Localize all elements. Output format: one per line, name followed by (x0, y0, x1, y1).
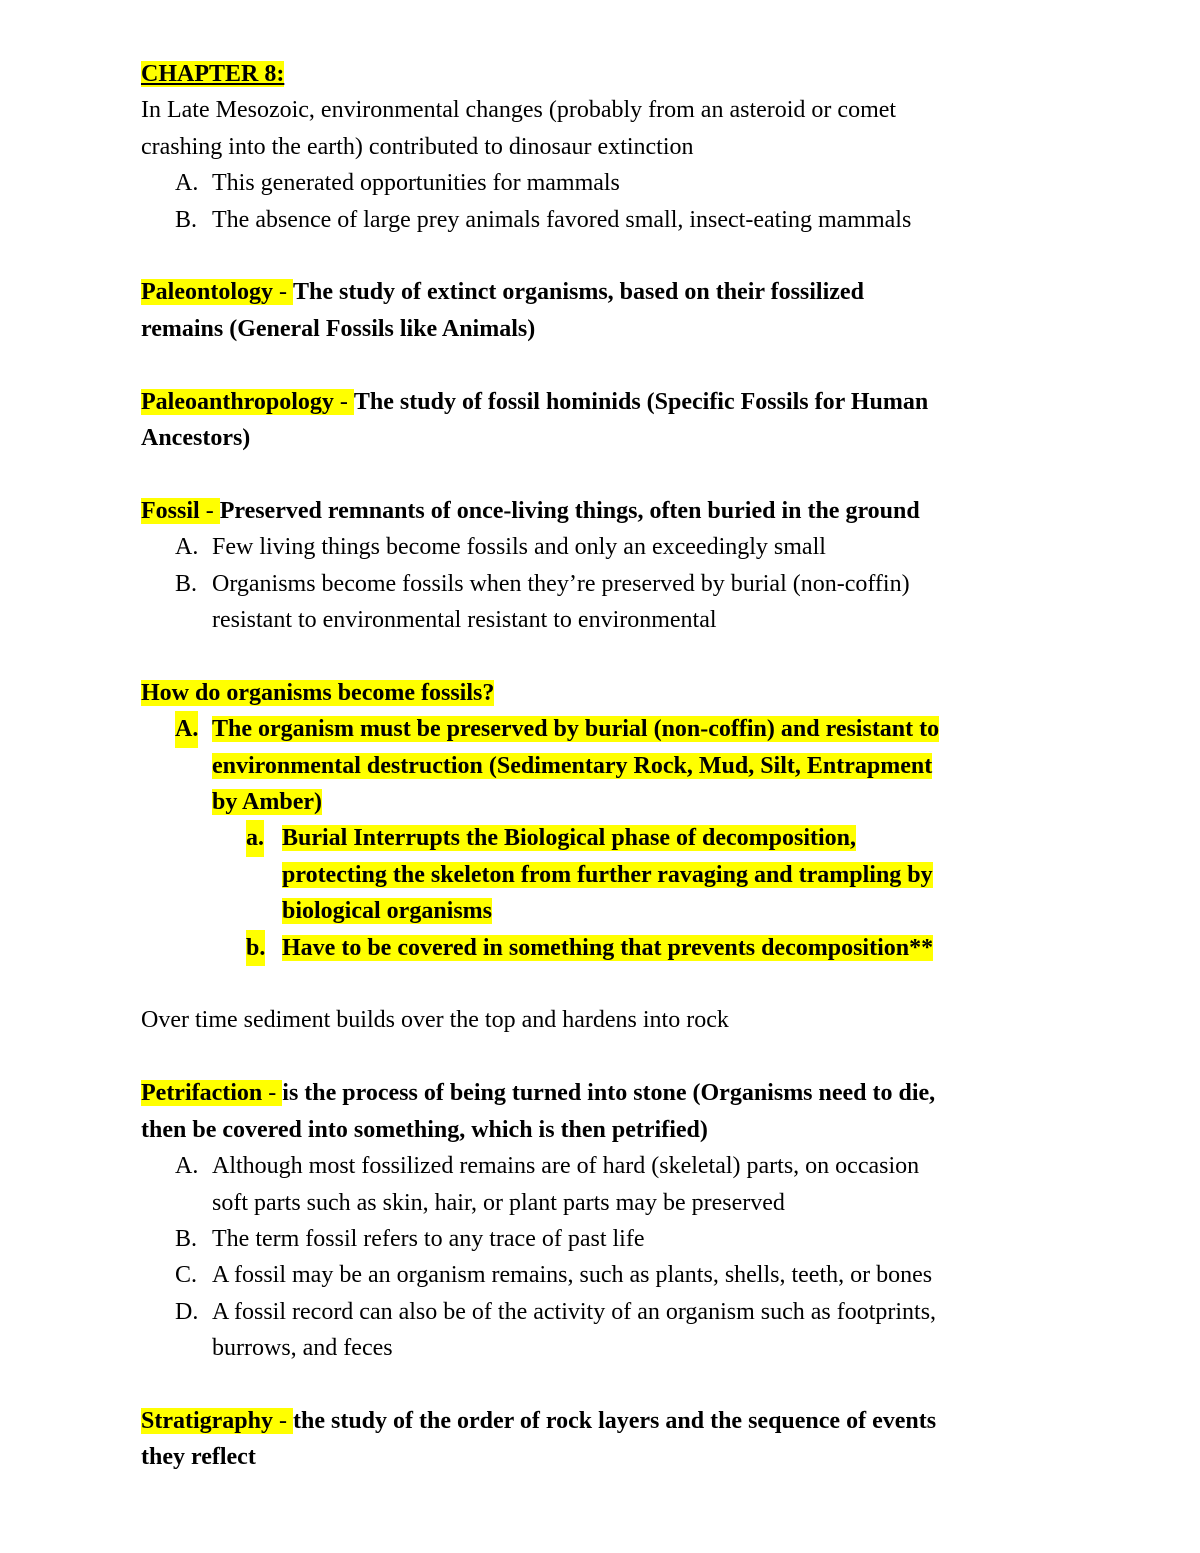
list-text: A fossil may be an organism remains, such as plants, shells, teeth, or bones (212, 1262, 933, 1289)
list-marker: A. (175, 534, 199, 561)
list-item (141, 711, 1061, 820)
term-label (141, 389, 354, 415)
term-label (141, 279, 293, 305)
list-text: burrows, and feces (212, 1335, 393, 1362)
list-item (141, 202, 1061, 238)
term-text: Paleoanthropology (141, 388, 334, 415)
list-marker: A. (175, 1153, 199, 1180)
document-page (141, 56, 1061, 1476)
definition-petrifaction (141, 1075, 1061, 1111)
list-text: soft parts such as skin, hair, or plant parts may be preserved (212, 1189, 785, 1216)
list-marker: a. (246, 820, 264, 856)
spacer (141, 1367, 1061, 1403)
list-marker: C. (175, 1262, 198, 1289)
term-text: Stratigraphy (141, 1407, 273, 1434)
heading-text: How do organisms become fossils? (141, 679, 495, 706)
term-dash: - (333, 388, 354, 415)
list-text: A fossil record can also be of the activity of an organism such as footprints, (212, 1298, 937, 1325)
intro-line: In Late Mesozoic, environmental changes (probably from an asteroid or comet (141, 97, 897, 124)
definition-paleontology (141, 274, 1061, 310)
chapter-heading (141, 56, 1061, 92)
definition-text: they reflect (141, 1444, 256, 1471)
term-label (141, 1408, 293, 1434)
spacer (141, 966, 1061, 1002)
spacer (141, 638, 1061, 674)
list-text: resistant to environmental resistant to environmental (212, 607, 717, 634)
definition-text: The study of extinct organisms, based on their fossilized (293, 279, 864, 306)
list-text: Organisms become fossils when they’re preserved by burial (non-coffin) (212, 570, 910, 597)
definition-text: Ancestors) (141, 425, 251, 452)
term-text: Paleontology (141, 279, 273, 306)
term-text: Fossil (141, 497, 200, 524)
section-heading (141, 675, 1061, 711)
sub-list-item (141, 930, 1061, 966)
list-text: Although most fossilized remains are of hard (skeletal) parts, on occasion (212, 1153, 920, 1180)
list-marker: A. (175, 170, 199, 197)
list-marker: B. (175, 206, 198, 233)
list-item (141, 1294, 1061, 1367)
list-text: Few living things become fossils and only an exceedingly small (212, 534, 826, 561)
spacer (141, 238, 1061, 274)
definition-text: remains (General Fossils like Animals) (141, 315, 536, 342)
spacer (141, 1039, 1061, 1075)
term-dash: - (273, 1407, 293, 1434)
sub-list-item (141, 820, 1061, 929)
list-marker: B. (175, 570, 198, 597)
chapter-title: CHAPTER 8: (141, 61, 285, 87)
term-dash: - (273, 279, 293, 306)
list-text: protecting the skeleton from further ravaging and trampling by (282, 861, 933, 888)
list-text: Have to be covered in something that prevents decomposition** (282, 934, 934, 961)
list-item (141, 1148, 1061, 1221)
list-item (141, 566, 1061, 639)
definition-paleoanthropology (141, 384, 1061, 420)
list-item (141, 529, 1061, 565)
definition-text: The study of fossil hominids (Specific Fossils for Human (353, 388, 929, 415)
term-label (141, 1080, 282, 1106)
list-text: Burial Interrupts the Biological phase of decomposition, (282, 825, 857, 852)
list-text: by Amber) (212, 789, 322, 816)
list-text: The term fossil refers to any trace of past life (212, 1225, 645, 1252)
list-text: environmental destruction (Sedimentary Rock, Mud, Silt, Entrapment (212, 752, 933, 779)
list-marker: A. (175, 711, 198, 747)
definition-text: then be covered into something, which is then petrified) (141, 1116, 708, 1143)
definition-text: is the process of being turned into stone (Organisms need to die, (282, 1080, 936, 1107)
term-dash: - (199, 497, 220, 524)
definition-fossil (141, 493, 1061, 529)
sediment-line: Over time sediment builds over the top and hardens into rock (141, 1007, 729, 1034)
list-text: This generated opportunities for mammals (212, 170, 620, 197)
list-text: The organism must be preserved by burial (non-coffin) and resistant to (212, 716, 940, 743)
spacer (141, 347, 1061, 383)
list-item (141, 1257, 1061, 1293)
spacer (141, 456, 1061, 492)
definition-text: Preserved remnants of once-living things, often buried in the ground (219, 497, 920, 524)
definition-stratigraphy (141, 1403, 1061, 1439)
term-text: Petrifaction (141, 1080, 263, 1107)
term-label (141, 498, 220, 524)
intro-line: crashing into the earth) contributed to dinosaur extinction (141, 133, 694, 160)
term-dash: - (262, 1080, 283, 1107)
list-item (141, 1221, 1061, 1257)
list-text: biological organisms (282, 898, 493, 925)
list-item (141, 165, 1061, 201)
definition-text: the study of the order of rock layers and the sequence of events (293, 1407, 937, 1434)
list-marker: b. (246, 930, 265, 966)
list-text: The absence of large prey animals favored small, insect-eating mammals (212, 206, 912, 233)
list-marker: B. (175, 1225, 198, 1252)
list-marker: D. (175, 1298, 199, 1325)
